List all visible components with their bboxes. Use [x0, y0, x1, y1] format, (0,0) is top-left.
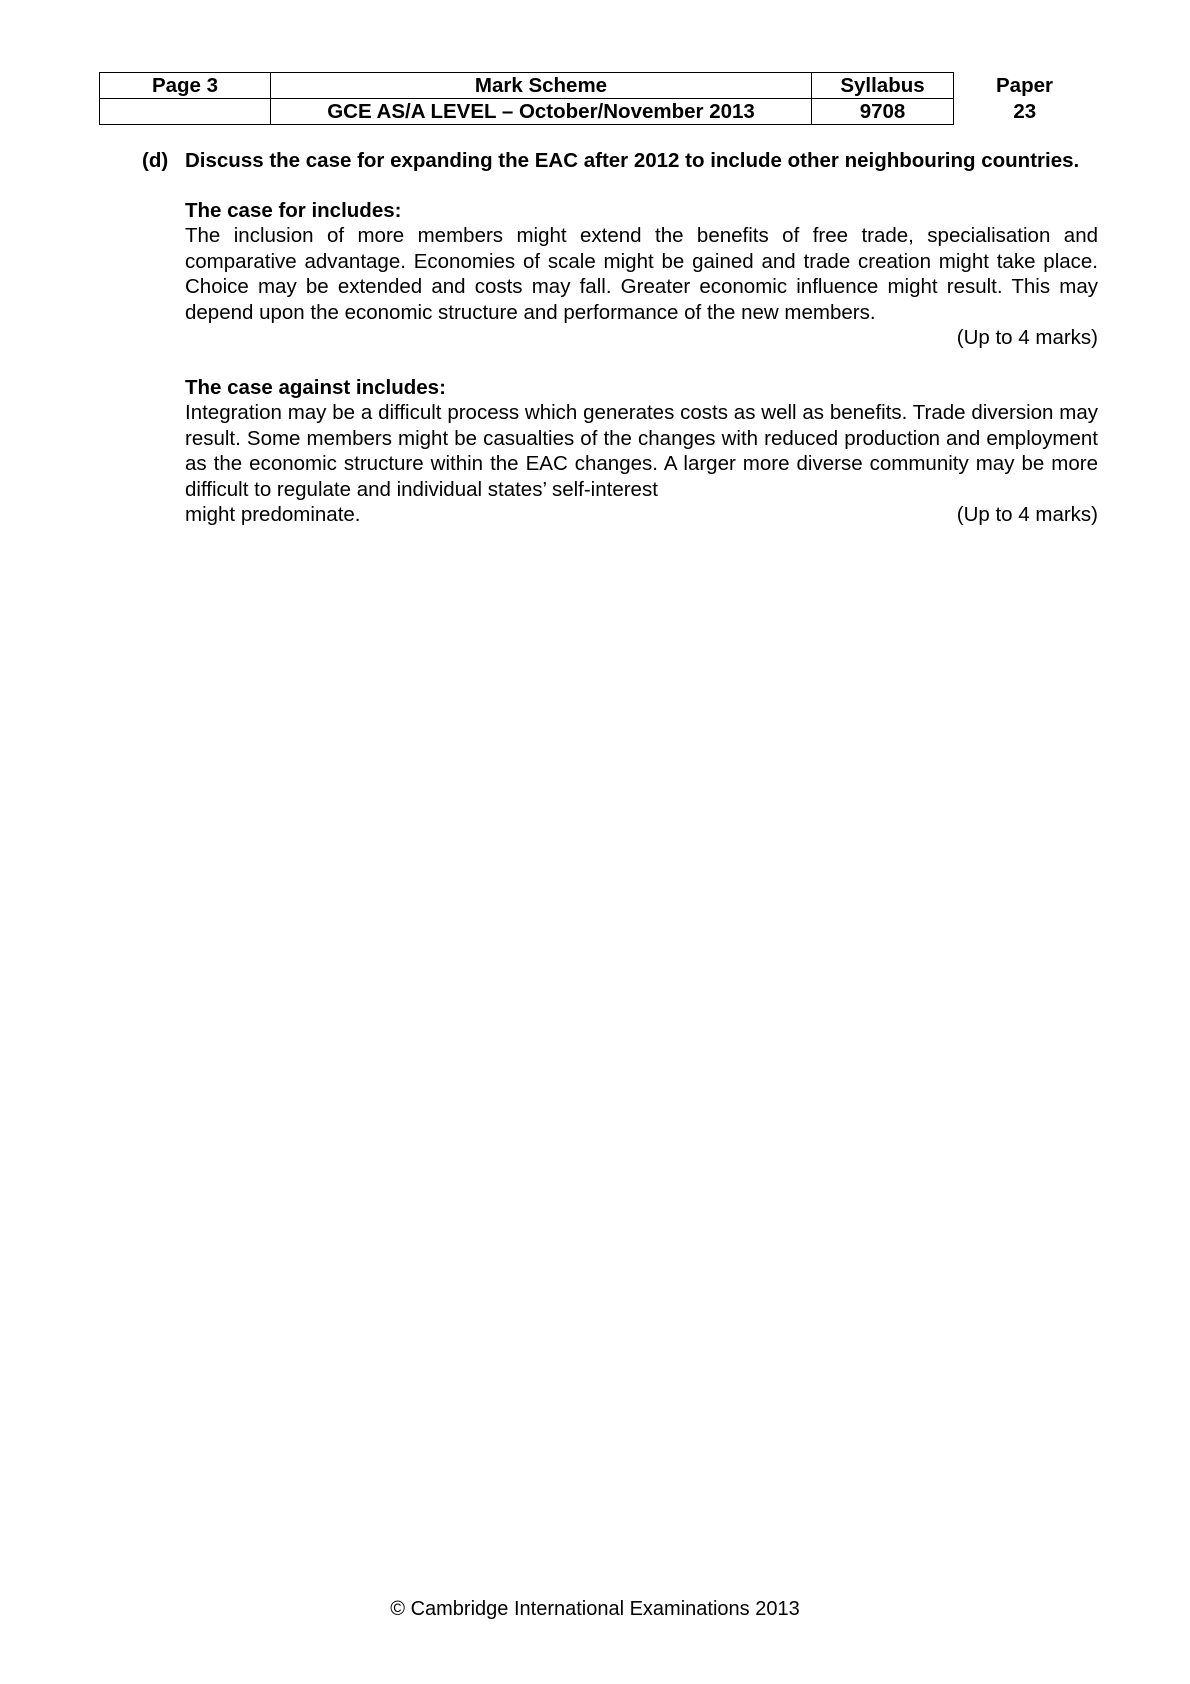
case-against-last-line — [185, 502, 1098, 528]
paper-number: 23 — [1013, 99, 1037, 123]
question — [142, 148, 1098, 174]
copyright-footer: © Cambridge International Examinations 2013 — [390, 1598, 800, 1620]
mark-scheme-label: Mark Scheme — [271, 73, 812, 99]
case-for-text: The inclusion of more members might extend the benefits of free trade, specialisation and comparative advantage. Economies of scale might be gained and trade creation might take place. Choice may be extended and costs may fall. Greater economic influence might result. This may depend upon the economic structure and performance of the new members. — [185, 224, 1098, 324]
case-against-text: Integration may be a difficult process which generates costs as well as benefits. Trade diversion may result. Some members might be casualties of the changes with reduced production and employment as the economic structure within the EAC changes. A larger more diverse community may be more difficult to regulate and individual states’ self-interest — [185, 401, 1098, 501]
case-against-section — [185, 375, 1098, 528]
question-text: Discuss the case for expanding the EAC after 2012 to include other neighbouring countries. — [185, 149, 1080, 172]
header-table — [99, 72, 1096, 125]
case-against-heading: The case against includes: — [185, 375, 446, 399]
case-for-section — [185, 198, 1098, 351]
syllabus-label: Syllabus — [812, 73, 954, 99]
case-against-marks: (Up to 4 marks) — [956, 503, 1098, 526]
empty-cell — [100, 99, 271, 125]
page-number: Page 3 — [100, 73, 271, 99]
header-row-2 — [100, 99, 1096, 125]
question-number: (d) — [142, 149, 169, 172]
case-for-marks: (Up to 4 marks) — [956, 326, 1098, 349]
case-for-heading: The case for includes: — [185, 198, 402, 222]
qualification-title: GCE AS/A LEVEL – October/November 2013 — [271, 99, 812, 125]
mark-scheme-content — [142, 148, 1098, 528]
paper-label: Paper — [996, 73, 1053, 97]
case-against-last-text: might predominate. — [185, 503, 361, 526]
syllabus-code: 9708 — [812, 99, 954, 125]
header-row-1 — [100, 73, 1096, 99]
